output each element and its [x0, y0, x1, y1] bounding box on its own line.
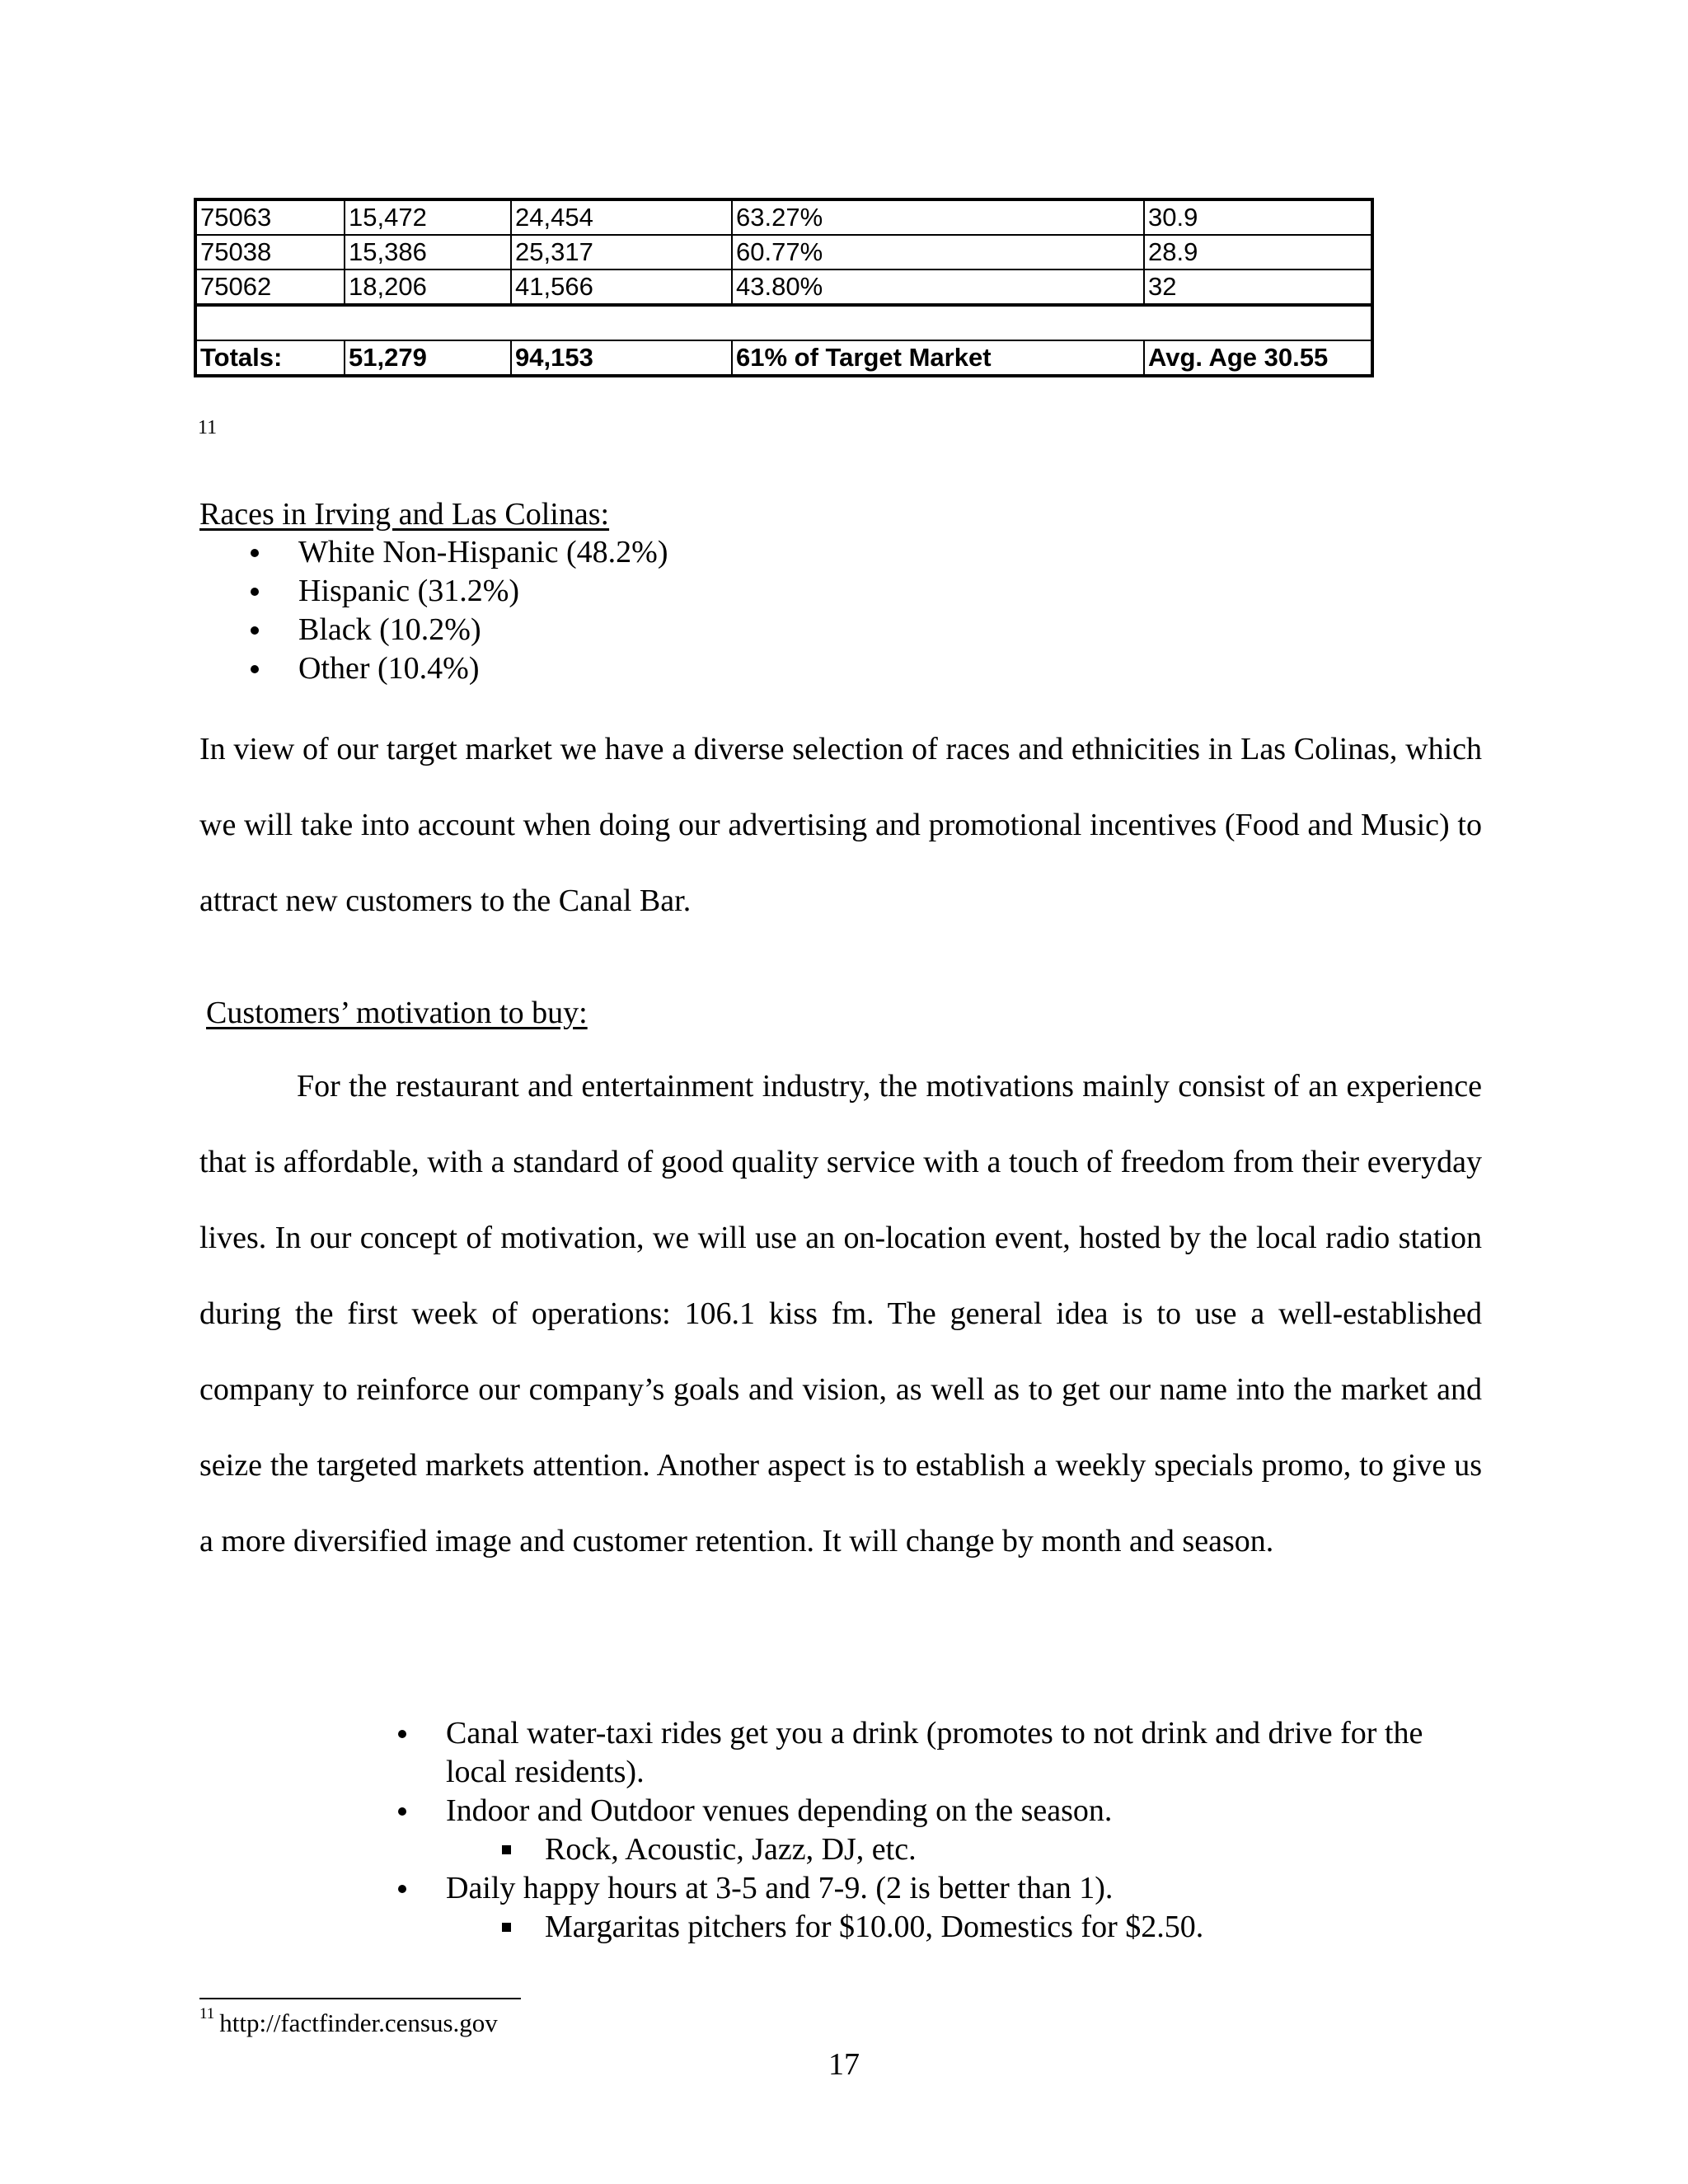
list-item-text: Daily happy hours at 3-5 and 7-9. (2 is better than 1). — [446, 1871, 1114, 1905]
motivation-paragraph: For the restaurant and entertainment industry, the motivations mainly consist of an experience that is affordable, with a standard of good quality service with a touch of freedom from their everyday lives. In our concept of motivation, we will use an on-location event, hosted by the local radio station during the first week of operations: 106.1 kiss fm. The general idea is to use a well-established company to reinforce our company’s goals and vision, as well as to get our name into the market and seize the targeted markets attention. Another aspect is to establish a weekly specials promo, to give us a more diversified image and customer retention. It will change by month and season. — [199, 1069, 1482, 1558]
table-cell: 24,454 — [511, 199, 732, 235]
totals-cell: Avg. Age 30.55 — [1144, 340, 1372, 376]
bullet-icon — [251, 549, 259, 557]
table-totals-row — [195, 340, 1372, 376]
table-cell: 43.80% — [732, 269, 1144, 305]
table-cell: 63.27% — [732, 199, 1144, 235]
table-cell: 60.77% — [732, 235, 1144, 269]
list-item — [446, 1714, 1483, 1792]
sub-list-item — [446, 1908, 1483, 1947]
table-cell: 41,566 — [511, 269, 732, 305]
table-cell: 75038 — [195, 235, 345, 269]
table-cell: 15,472 — [345, 199, 511, 235]
bullet-icon — [398, 1885, 406, 1893]
list-item-text: White Non-Hispanic (48.2%) — [298, 535, 668, 569]
target-market-paragraph: In view of our target market we have a diverse selection of races and ethnicities in Las Colinas, which we will take into account when doing our advertising and promotional incentives (Food and Music) to attract new customers to the Canal Bar. — [199, 732, 1482, 918]
sub-list-item — [446, 1830, 1483, 1869]
race-list — [298, 533, 668, 688]
table-cell: 75062 — [195, 269, 345, 305]
list-item — [446, 1792, 1483, 1830]
zip-code-table — [194, 198, 1374, 377]
table-spacer-cell — [195, 305, 1372, 340]
table-row — [195, 199, 1372, 235]
list-item — [298, 572, 668, 611]
square-bullet-icon — [502, 1923, 511, 1932]
bullet-icon — [251, 626, 259, 635]
table-cell: 18,206 — [345, 269, 511, 305]
list-item-text: Indoor and Outdoor venues depending on the season. — [446, 1793, 1113, 1828]
list-item — [298, 533, 668, 572]
totals-cell: 61% of Target Market — [732, 340, 1144, 376]
bullet-icon — [398, 1730, 406, 1738]
table-cell: 15,386 — [345, 235, 511, 269]
totals-cell: 94,153 — [511, 340, 732, 376]
list-item-text: Hispanic (31.2%) — [298, 574, 520, 608]
page-number: 17 — [828, 2047, 860, 2082]
table-cell: 30.9 — [1144, 199, 1372, 235]
promo-list — [446, 1714, 1483, 1947]
motivation-heading: Customers’ motivation to buy: — [206, 996, 588, 1030]
footnote-divider — [199, 1998, 521, 1999]
races-heading: Races in Irving and Las Colinas: — [199, 497, 610, 532]
footnote-number: 11 — [199, 2005, 215, 2022]
totals-cell: 51,279 — [345, 340, 511, 376]
list-item — [298, 611, 668, 649]
table-cell: 25,317 — [511, 235, 732, 269]
table-row — [195, 235, 1372, 269]
list-item-text: Black (10.2%) — [298, 612, 481, 647]
footnote — [199, 2005, 498, 2038]
table-cell: 75063 — [195, 199, 345, 235]
list-item-text: Margaritas pitchers for $10.00, Domestics for $2.50. — [545, 1910, 1204, 1944]
footnote-reference: 11 — [198, 417, 218, 438]
totals-label: Totals: — [195, 340, 345, 376]
table-cell: 28.9 — [1144, 235, 1372, 269]
list-item-text: Rock, Acoustic, Jazz, DJ, etc. — [545, 1832, 917, 1867]
list-item-text: Canal water-taxi rides get you a drink (promotes to not drink and drive for the local residents). — [446, 1716, 1423, 1789]
bullet-icon — [251, 665, 259, 673]
list-item — [446, 1869, 1483, 1908]
bullet-icon — [398, 1807, 406, 1816]
square-bullet-icon — [502, 1845, 511, 1854]
list-item-text: Other (10.4%) — [298, 651, 480, 686]
footnote-link[interactable]: http://factfinder.census.gov — [219, 2008, 498, 2037]
table-spacer-row — [195, 305, 1372, 340]
bullet-icon — [251, 588, 259, 596]
table-cell: 32 — [1144, 269, 1372, 305]
table-row — [195, 269, 1372, 305]
list-item — [298, 649, 668, 688]
